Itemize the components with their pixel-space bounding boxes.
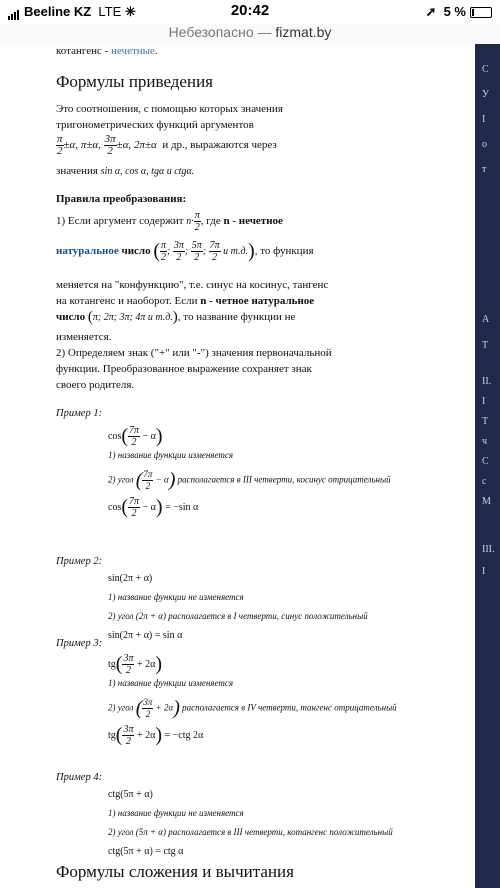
sidebar-item[interactable]: С xyxy=(482,456,489,467)
rule1-line3: меняется на "конфункцию", т.е. синус на косинус, тангенс xyxy=(56,279,329,291)
example-4: Пример 4: ctg(5π + α) 1) название функции не изменяется 2) угол (5π + α) располагается в III четверти, котангенс положительный ctg(5π + α) = ctg α xyxy=(56,772,393,857)
odd-link[interactable]: нечетные xyxy=(111,45,155,57)
domain-label: fizmat.by xyxy=(275,24,332,40)
carrier: Beeline KZ LTE ✳ xyxy=(8,4,136,20)
sidebar-item[interactable]: У xyxy=(482,89,490,100)
status-bar xyxy=(0,0,500,24)
sidebar-item[interactable]: ч xyxy=(482,436,488,447)
sidebar-item[interactable]: III. xyxy=(482,544,495,555)
rule2-line3: своего родителя. xyxy=(56,379,135,391)
sidebar-item[interactable]: С xyxy=(482,64,489,75)
rule1-line6: изменяется. xyxy=(56,331,112,343)
rules-title: Правила преобразования: xyxy=(56,193,187,205)
separator: — xyxy=(257,24,272,40)
sidebar-item[interactable]: А xyxy=(482,314,490,325)
battery-percent: 5 % xyxy=(443,4,466,19)
rule2-line1: 2) Определяем знак ("+" или "-") значения первоначальной xyxy=(56,347,332,359)
example-3: Пример 3: tg( $\frac{3\pi}{2}$ + 2α) 1) название функции изменяется 2) угол ( $\frac{3\pi}{2}$ + 2α) располагается в IV четверти, тангенс отрицательный tg( $\frac{3\pi}{2}$ + 2α) = −ctg 2α xyxy=(56,638,397,747)
clock: 20:42 xyxy=(230,2,270,19)
top-line: котангенс - нечетные. xyxy=(56,45,158,57)
argument-list: $\frac{\pi}{2}$ ±α, π±α, $\frac{3\pi}{2}$ ±α, 2π±α и др., выражаются через xyxy=(57,133,277,157)
sidebar-item[interactable]: с xyxy=(482,476,487,487)
section2-title: Формулы сложения и вычитания xyxy=(56,862,294,881)
battery-area xyxy=(425,4,492,20)
section-title: Формулы приведения xyxy=(56,72,213,91)
rule1-line2: натуральное число ( $\frac{\pi}{2}$ ; $\frac{3\pi}{2}$ ; $\frac{5\pi}{2}$ ; $\frac{7\pi}{2}$ и т.д.), то функция xyxy=(56,239,314,263)
url-bar[interactable] xyxy=(0,24,500,44)
rule2-line2: функции. Преобразованное выражение сохраняет знак xyxy=(56,363,312,375)
sidebar-item[interactable]: II. xyxy=(482,376,492,387)
sidebar-item[interactable]: т xyxy=(482,164,487,175)
battery-icon xyxy=(470,7,492,18)
rule1-line5: число (π; 2π; 3π; 4π и т.д.), то название функции не xyxy=(56,309,296,325)
rule1-line4: на котангенс и наоборот. Если n - четное натуральное xyxy=(56,295,315,307)
loading-icon: ✳ xyxy=(124,4,136,19)
sidebar-item[interactable]: М xyxy=(482,496,491,507)
intro-line-2: тригонометрических функций аргументов xyxy=(56,119,254,131)
security-label: Небезопасно xyxy=(168,24,254,40)
sidebar xyxy=(475,44,500,888)
sidebar-item[interactable]: І xyxy=(482,114,486,125)
sidebar-item[interactable]: Т xyxy=(482,416,489,427)
sidebar-item[interactable]: І xyxy=(482,396,486,407)
location-icon: ➚ xyxy=(425,4,437,19)
rule1-line1: 1) Если аргумент содержит n· $\frac{\pi}{2}$ , где n - нечетное xyxy=(56,210,283,233)
network-type: LTE xyxy=(98,4,122,19)
sidebar-item[interactable]: І xyxy=(482,566,486,577)
intro-line-1: Это соотношения, с помощью которых значения xyxy=(56,103,283,115)
values-line: значения sin α, cos α, tgα и ctgα. xyxy=(56,165,195,177)
example-1: Пример 1: cos( $\frac{7\pi}{2}$ − α) 1) название функции изменяется 2) угол ( $\frac{7\pi}{2}$ − α) располагается в III четверти, косинус отрицательный cos( $\frac{7\pi}{2}$ − α) = −sin α xyxy=(56,408,391,519)
sidebar-item[interactable]: Т xyxy=(482,340,489,351)
example-2: Пример 2: sin(2π + α) 1) название функции не изменяется 2) угол (2π + α) располагается в I четверти, синус положительный sin(2π + α) = sin α xyxy=(56,556,368,641)
sidebar-item[interactable]: о xyxy=(482,139,487,150)
